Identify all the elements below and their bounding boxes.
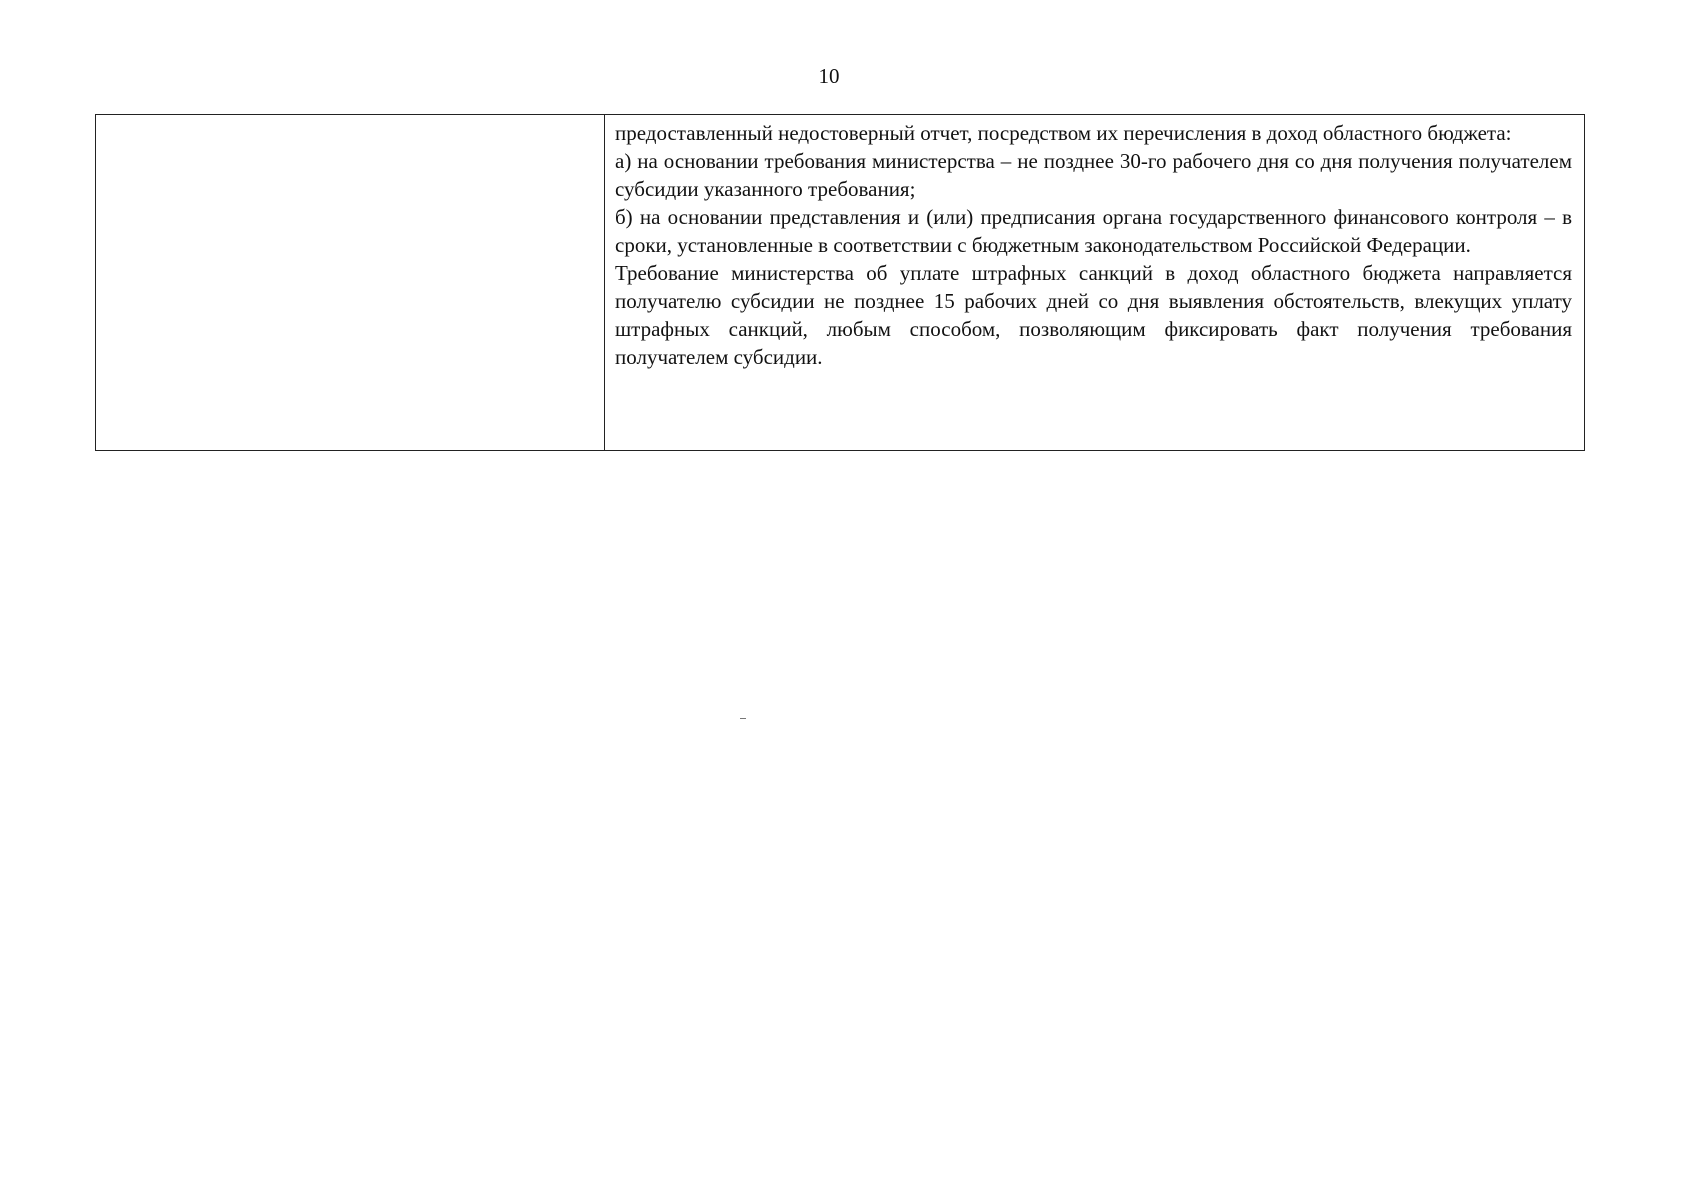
paragraph-3: б) на основании представления и (или) предписания органа государственного финансового контроля – в сроки, установленные в соответствии с бюджетным законодательством Российской Федерации.	[615, 205, 1572, 257]
page-number: 10	[818, 64, 840, 88]
scan-speck	[740, 718, 746, 719]
table-cell-right	[605, 115, 1585, 451]
paragraph-1: предоставленный недостоверный отчет, посредством их перечисления в доход областного бюджета:	[615, 121, 1512, 145]
paragraph-4: Требование министерства об уплате штрафных санкций в доход областного бюджета направляется получателю субсидии не позднее 15 рабочих дней со дня выявления обстоятельств, влекущих уплату штрафных санкций, любым способом, позволяющим фиксировать факт получения требования получателем субсидии.	[615, 261, 1572, 369]
paragraph-2: а) на основании требования министерства – не позднее 30-го рабочего дня со дня получения получателем субсидии указанного требования;	[615, 149, 1572, 201]
table-cell-left	[96, 115, 605, 451]
document-table	[95, 114, 1585, 451]
table-row	[96, 115, 1585, 451]
